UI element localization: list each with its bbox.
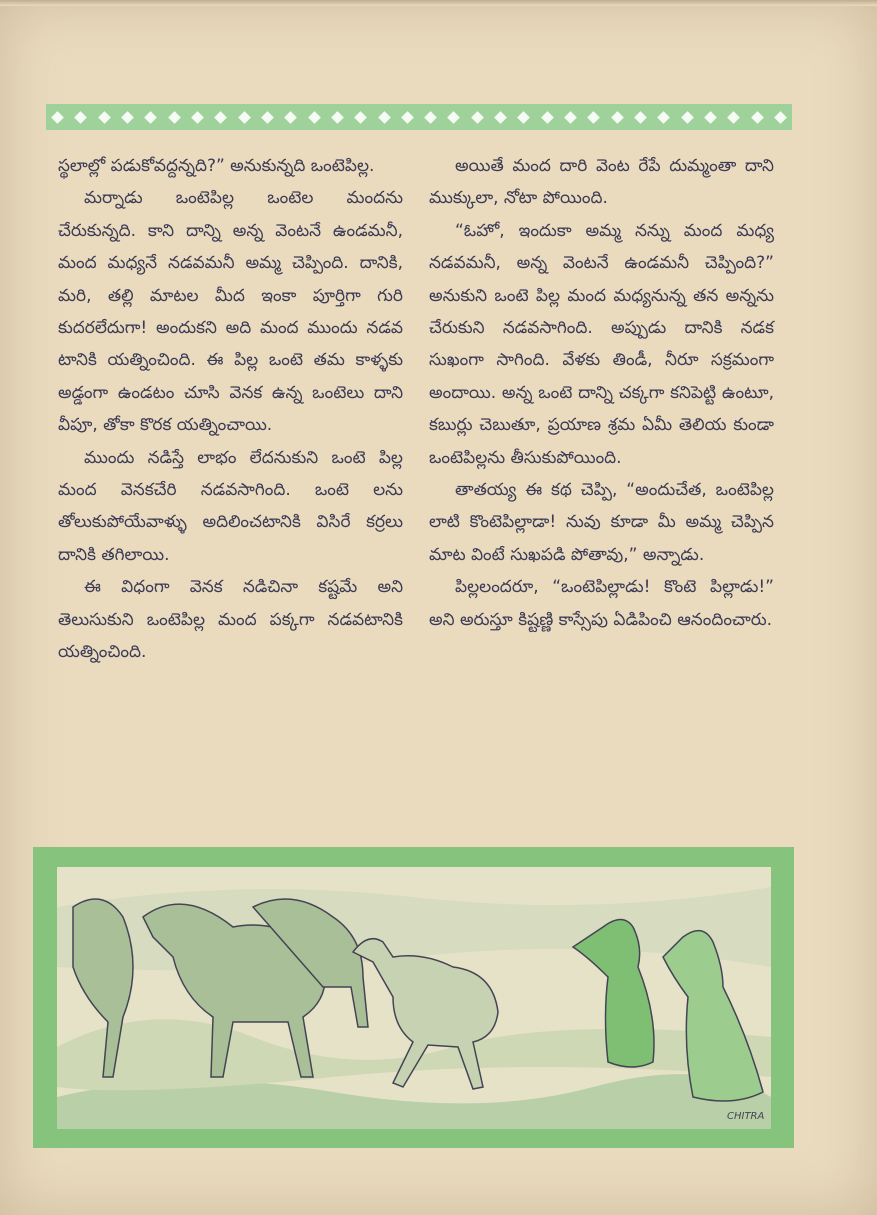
paragraph: “ఓహో, ఇందుకా అమ్మ నన్ను మంద మధ్య నడవమనీ, అన్న వెంటనే ఉండమనీ చెప్పింది?” అనుకుని ఒంటె పిల్ల మంద మధ్యనున్న తన అన్నను చేరుకుని నడవసాగింది. అప్పుడు దానికి నడక సుఖంగా సాగింది. వేళకు తిండీ, నీరూ సక్రమంగా అందాయి. అన్న ఒంటె దాన్ని చక్కగా కనిపెట్టి ఉంటూ, కబుర్లు చెబుతూ, ప్రయాణ శ్రమ ఏమీ తెలియ కుండా ఒంటెపిల్లను తీసుకుపోయింది. bbox=[429, 220, 774, 468]
artist-signature: CHITRA bbox=[727, 1111, 765, 1122]
border-diamond bbox=[75, 111, 88, 124]
border-diamond bbox=[448, 111, 461, 124]
illustration-drawing bbox=[33, 847, 794, 1148]
paragraph: పిల్లలందరూ, “ఒంటెపిల్లాడు! కొంటె పిల్లాడు!” అని అరుస్తూ కిష్టణ్ణి కాస్సేపు ఏడిపించి ఆనందించారు. bbox=[429, 577, 774, 630]
border-diamond bbox=[378, 111, 391, 124]
border-diamond bbox=[541, 111, 554, 124]
border-diamond bbox=[611, 111, 624, 124]
border-diamond bbox=[494, 111, 507, 124]
border-diamond bbox=[704, 111, 717, 124]
border-diamond bbox=[354, 111, 367, 124]
border-diamond bbox=[308, 111, 321, 124]
right-column bbox=[429, 150, 774, 636]
camel-illustration bbox=[33, 847, 794, 1148]
paragraph: స్థలాల్లో పడుకోవద్దన్నది?” అనుకున్నది ఒంటెపిల్ల. bbox=[58, 156, 375, 176]
border-diamond bbox=[145, 111, 158, 124]
paragraph: ముందు నడిస్తే లాభం లేదనుకుని ఒంటె పిల్ల మంద వెనకచేరి నడవసాగింది. ఒంటె లను తోలుకుపోయేవాళ్ళు అదిలించటానికి విసిరే కర్రలు దానికి తగిలాయి. bbox=[58, 447, 403, 565]
border-diamond bbox=[51, 111, 64, 124]
border-diamond bbox=[751, 111, 764, 124]
border-diamond bbox=[168, 111, 181, 124]
border-diamond bbox=[727, 111, 740, 124]
border-diamond bbox=[121, 111, 134, 124]
border-diamond bbox=[238, 111, 251, 124]
border-diamond bbox=[564, 111, 577, 124]
border-diamond bbox=[191, 111, 204, 124]
paragraph: తాతయ్య ఈ కథ చెప్పి, “అందుచేత, ఒంటెపిల్ల లాటి కొంటెపిల్లాడా! నువు కూడా మీ అమ్మ చెప్పిన మాట వింటే సుఖపడి పోతావు,” అన్నాడు. bbox=[429, 480, 774, 565]
border-diamond bbox=[471, 111, 484, 124]
border-diamond bbox=[331, 111, 344, 124]
border-diamond bbox=[587, 111, 600, 124]
border-diamond bbox=[261, 111, 274, 124]
border-diamond bbox=[681, 111, 694, 124]
border-diamond bbox=[518, 111, 531, 124]
paragraph: ఈ విధంగా వెనక నడిచినా కష్టమే అని తెలుసుకుని ఒంటెపిల్ల మంద పక్కగా నడవటానికి యత్నించింది. bbox=[58, 577, 403, 663]
border-diamond bbox=[401, 111, 414, 124]
border-diamond bbox=[657, 111, 670, 124]
left-column bbox=[58, 150, 403, 669]
paragraph: అయితే మంద దారి వెంట రేపే దుమ్మంతా దాని ముక్కులా, నోటా పోయింది. bbox=[429, 156, 774, 209]
page-top-edge bbox=[0, 0, 877, 6]
border-diamond bbox=[634, 111, 647, 124]
border-diamond bbox=[98, 111, 111, 124]
decorative-border bbox=[46, 104, 792, 130]
border-diamond bbox=[774, 111, 787, 124]
border-diamond bbox=[214, 111, 227, 124]
border-diamond bbox=[424, 111, 437, 124]
border-diamond bbox=[284, 111, 297, 124]
paragraph: మర్నాడు ఒంటెపిల్ల ఒంటెల మందను చేరుకున్నది. కాని దాన్ని అన్న వెంటనే ఉండమనీ, మంద మధ్యనే నడవమనీ అమ్మ చెప్పింది. దానికి, మరి, తల్లి మాటల మీద ఇంకా పూర్తిగా గురి కుదరలేదుగా! అందుకని అది మంద ముందు నడవ టానికి యత్నించింది. ఈ పిల్ల ఒంటె తమ కాళ్ళకు అడ్డంగా ఉండటం చూసి వెనక ఉన్న ఒంటెలు దాని వీపూ, తోకా కొరక యత్నించాయి. bbox=[58, 188, 403, 436]
